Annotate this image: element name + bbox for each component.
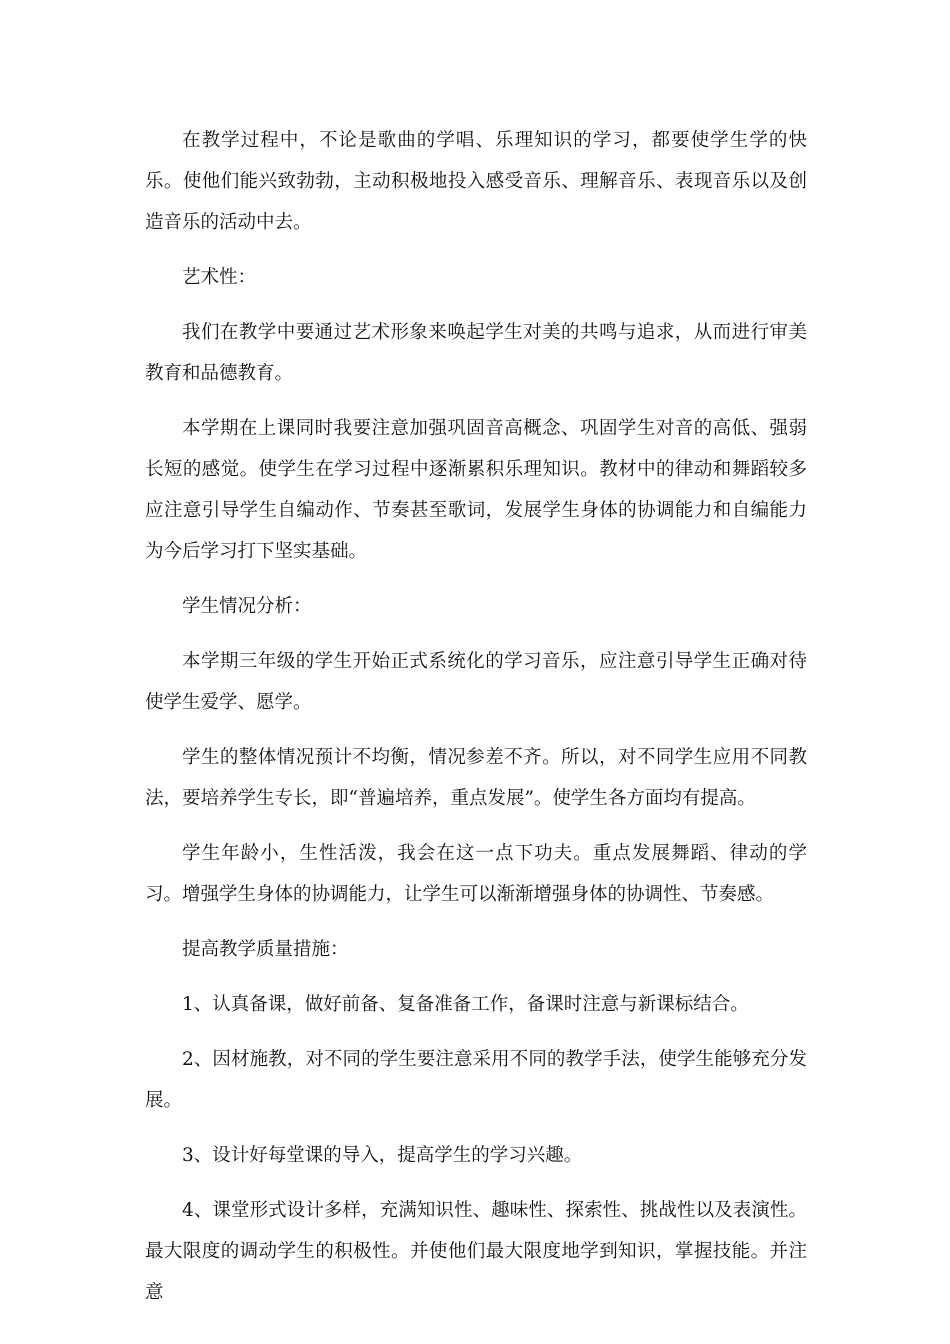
paragraph: 学生年龄小，生性活泼，我会在这一点下功夫。重点发展舞蹈、律动的学习。增强学生身体的协调能力，让学生可以渐渐增强身体的协调性、节奏感。 [145, 843, 807, 905]
section-heading-student-analysis: 学生情况分析： [182, 596, 312, 617]
section-heading-quality-measures: 提高教学质量措施： [182, 939, 349, 960]
list-item: 1、认真备课，做好前备、复备准备工作，备课时注意与新课标结合。 [182, 994, 749, 1015]
paragraph: 在教学过程中，不论是歌曲的学唱、乐理知识的学习，都要使学生学的快乐。使他们能兴致勃勃，主动积极地投入感受音乐、理解音乐、表现音乐以及创造音乐的活动中去。 [145, 130, 807, 233]
paragraph: 本学期在上课同时我要注意加强巩固音高概念、巩固学生对音的高低、强弱长短的感觉。使学生在学习过程中逐渐累积乐理知识。教材中的律动和舞蹈较多应注意引导学生自编动作、节奏甚至歌词，发展学生身体的协调能力和自编能力为今后学习打下坚实基础。 [145, 418, 807, 562]
list-item: 4、课堂形式设计多样，充满知识性、趣味性、探索性、挑战性以及表演性。最大限度的调动学生的积极性。并使他们最大限度地学到知识，掌握技能。并注意 [145, 1200, 807, 1303]
paragraph: 本学期三年级的学生开始正式系统化的学习音乐，应注意引导学生正确对待使学生爱学、愿学。 [145, 651, 807, 713]
document-page [145, 120, 807, 1327]
list-item: 2、因材施教，对不同的学生要注意采用不同的教学手法，使学生能够充分发展。 [145, 1049, 807, 1111]
section-heading-artistry: 艺术性： [182, 267, 257, 288]
paragraph: 我们在教学中要通过艺术形象来唤起学生对美的共鸣与追求，从而进行审美教育和品德教育。 [145, 322, 807, 384]
list-item: 3、设计好每堂课的导入，提高学生的学习兴趣。 [182, 1145, 583, 1166]
paragraph: 学生的整体情况预计不均衡，情况参差不齐。所以，对不同学生应用不同教法，要培养学生专长，即“普遍培养，重点发展”。使学生各方面均有提高。 [145, 747, 807, 809]
